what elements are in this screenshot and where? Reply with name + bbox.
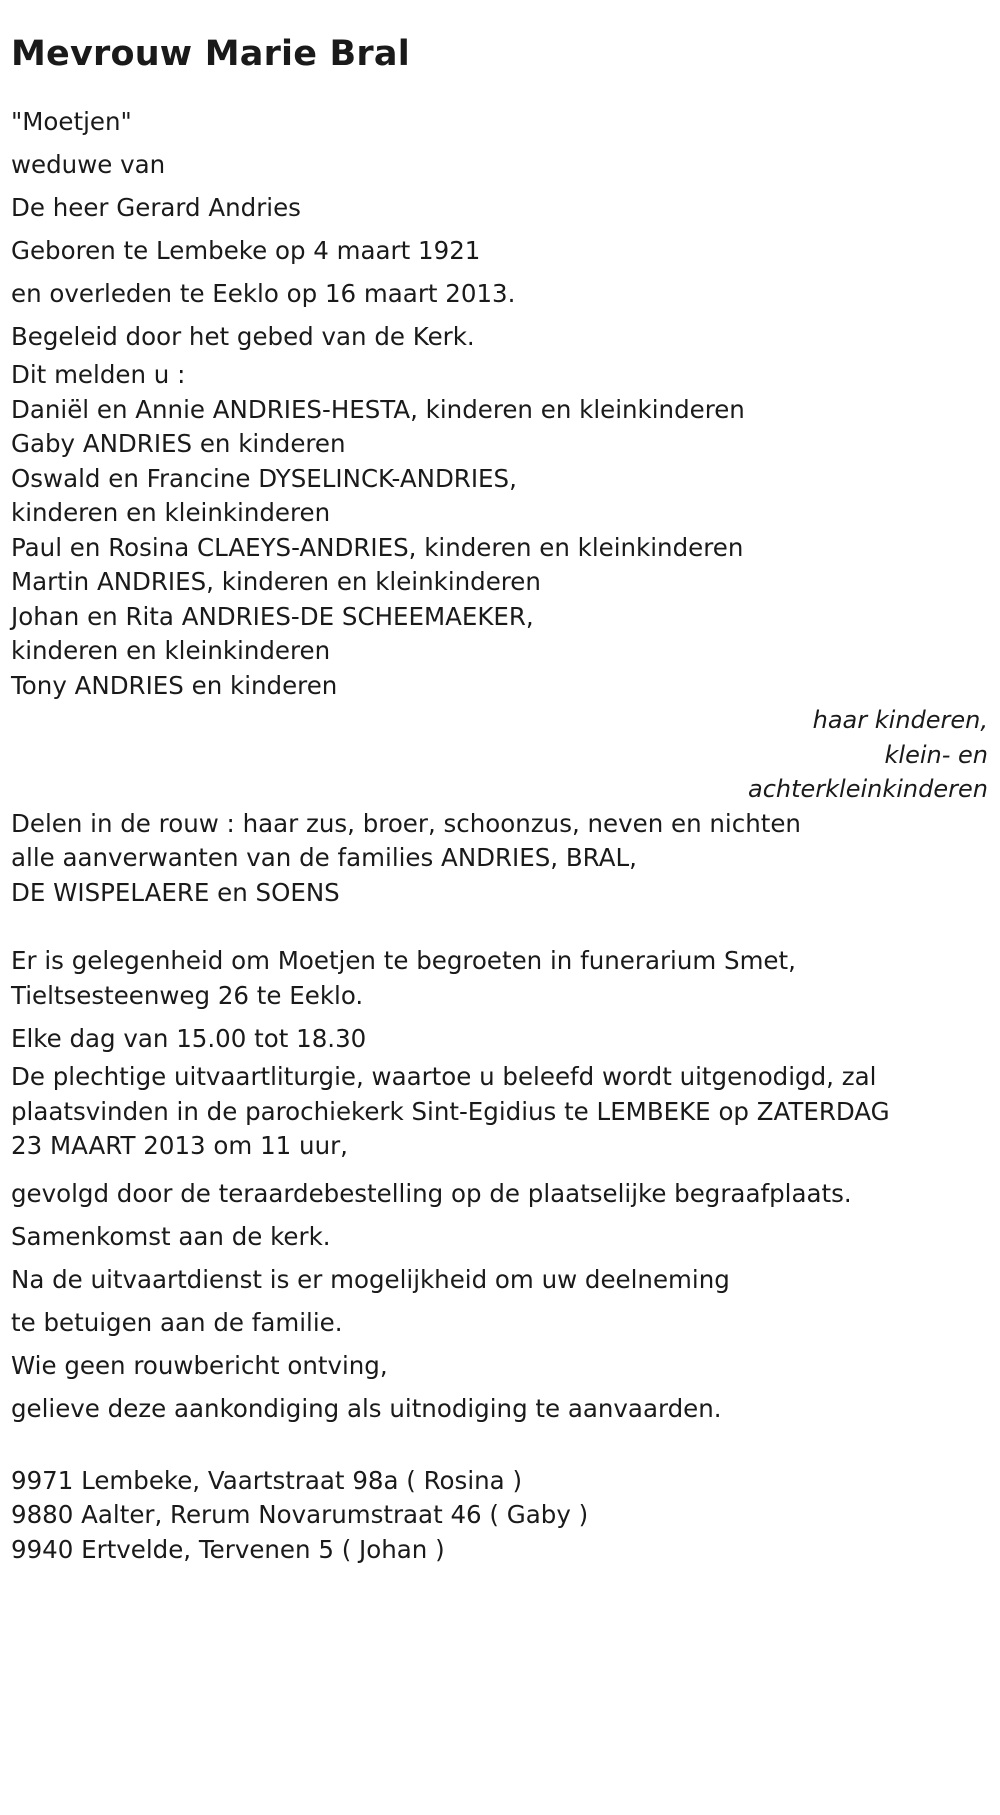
visitation-line: Er is gelegenheid om Moetjen te begroeten in funerarium Smet, — [11, 946, 796, 975]
closing-line: gelieve deze aankondiging als uitnodiging te aanvaarden. — [11, 1393, 722, 1423]
visitation-section — [11, 944, 991, 1013]
mourning-line: DE WISPELAERE en SOENS — [11, 877, 340, 907]
closing-line: Samenkomst aan de kerk. — [11, 1221, 331, 1251]
closing-section — [11, 1172, 991, 1430]
announcers-section — [11, 358, 991, 703]
liturgy-line: plaatsvinden in de parochiekerk Sint-Egidius te LEMBEKE op ZATERDAG — [11, 1096, 890, 1126]
signoff-line: klein- en — [884, 740, 988, 769]
mourning-line: alle aanverwanten van de families ANDRIES, BRAL, — [11, 843, 637, 872]
address-line: 9940 Ertvelde, Tervenen 5 ( Johan ) — [11, 1534, 445, 1564]
signoff-line: achterkleinkinderen — [748, 775, 988, 803]
liturgy-line: De plechtige uitvaartliturgie, waartoe u beleefd wordt uitgenodigd, zal — [11, 1062, 877, 1091]
closing-line: te betuigen aan de familie. — [11, 1307, 343, 1337]
visiting-hours: Elke dag van 15.00 tot 18.30 — [11, 1024, 367, 1053]
mourning-section — [11, 807, 991, 911]
announcer-line: Daniël en Annie ANDRIES-HESTA, kinderen en kleinkinderen — [11, 394, 745, 424]
announcer-line: Martin ANDRIES, kinderen en kleinkinderen — [11, 567, 541, 596]
closing-line: Wie geen rouwbericht ontving, — [11, 1350, 388, 1380]
announcer-line: Gaby ANDRIES en kinderen — [11, 429, 346, 458]
addresses-section — [11, 1464, 991, 1568]
death-notice — [11, 30, 991, 1567]
announcer-line: Oswald en Francine DYSELINCK-ANDRIES, — [11, 463, 517, 493]
announcer-line: kinderen en kleinkinderen — [11, 636, 331, 665]
mourning-line: Delen in de rouw : haar zus, broer, schoonzus, neven en nichten — [11, 808, 801, 838]
liturgy-line: 23 MAART 2013 om 11 uur, — [11, 1131, 348, 1160]
widow-of-label: weduwe van — [11, 150, 166, 179]
closing-line: Na de uitvaartdienst is er mogelijkheid om uw deelneming — [11, 1264, 730, 1294]
announcer-line: Johan en Rita ANDRIES-DE SCHEEMAEKER, — [11, 601, 534, 631]
address-line: 9971 Lembeke, Vaartstraat 98a ( Rosina ) — [11, 1465, 523, 1495]
nickname: "Moetjen" — [11, 107, 132, 136]
birth-line: Geboren te Lembeke op 4 maart 1921 — [11, 236, 481, 265]
announcers-heading: Dit melden u : — [11, 360, 186, 389]
announcer-line: kinderen en kleinkinderen — [11, 498, 331, 527]
visitation-line: Tieltsesteenweg 26 te Eeklo. — [11, 980, 364, 1010]
signoff-line: haar kinderen, — [812, 706, 988, 734]
signoff-section — [11, 703, 991, 807]
spouse-name: De heer Gerard Andries — [11, 193, 301, 222]
notice-title: Mevrouw Marie Bral — [11, 34, 410, 74]
liturgy-section — [11, 1060, 991, 1164]
announcer-line: Paul en Rosina CLAEYS-ANDRIES, kinderen en kleinkinderen — [11, 532, 744, 562]
announcer-line: Tony ANDRIES en kinderen — [11, 670, 338, 700]
address-line: 9880 Aalter, Rerum Novarumstraat 46 ( Gaby ) — [11, 1500, 589, 1529]
intro-section — [11, 100, 991, 358]
church-line: Begeleid door het gebed van de Kerk. — [11, 322, 475, 351]
death-line: en overleden te Eeklo op 16 maart 2013. — [11, 279, 516, 308]
closing-line: gevolgd door de teraardebestelling op de plaatselijke begraafplaats. — [11, 1178, 852, 1208]
